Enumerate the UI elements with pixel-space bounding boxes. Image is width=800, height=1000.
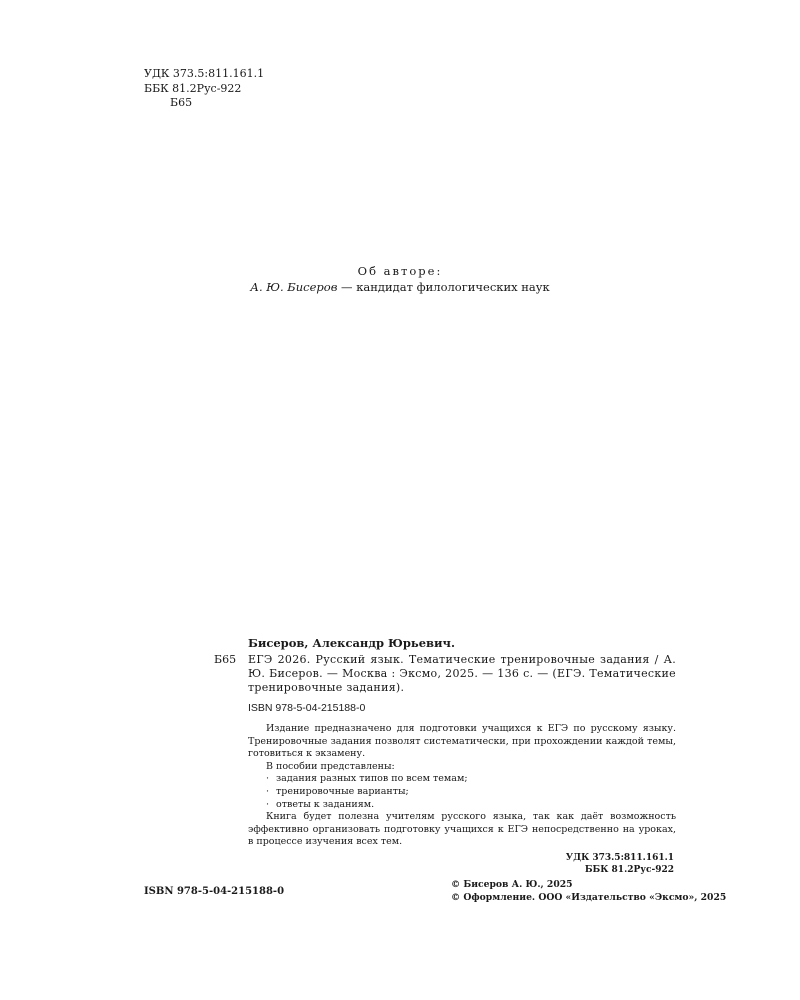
list-item (266, 786, 676, 799)
card-index: Б65 (214, 653, 237, 666)
annotation-list-intro: В пособии представлены: (266, 760, 395, 772)
bottom-isbn: ISBN 978-5-04-215188-0 (144, 886, 285, 897)
bullet-icon: · (266, 785, 270, 797)
about-author-heading: Об авторе: (357, 264, 443, 278)
annotation-list (248, 773, 676, 811)
list-item-text: тренировочные варианты; (276, 785, 409, 797)
list-item-text: ответы к заданиям. (276, 798, 375, 810)
card-bbk: ББК 81.2Рус-922 (584, 864, 674, 875)
copyright-design: © Оформление. ООО «Издательство «Эксмо», 2025 (451, 891, 727, 903)
bullet-icon: · (266, 773, 270, 785)
annotation (214, 723, 676, 849)
annotation-paragraph: Книга будет полезна учителям русского языка, так как даёт возможность эффективно организовать подготовку учащихся к ЕГЭ непосредственно на уроках, в процессе изучения всех тем. (248, 811, 676, 848)
author-mark: Б65 (170, 96, 193, 109)
copyright-block (451, 879, 726, 904)
bibliographic-record (214, 653, 676, 695)
bullet-icon: · (266, 798, 270, 810)
list-item (266, 799, 676, 812)
catalog-card (214, 636, 676, 876)
card-author-heading: Бисеров, Александр Юрьевич. (248, 636, 455, 650)
about-author-description: — кандидат филологических наук (337, 280, 550, 294)
about-author-line (0, 279, 800, 295)
bibliographic-description: ЕГЭ 2026. Русский язык. Тематические тренировочные задания / А. Ю. Бисеров. — Москва : Эксмо, 2025. — 136 с. — (ЕГЭ. Тематические тренировочные задания). (248, 653, 676, 694)
card-udk: УДК 373.5:811.161.1 (565, 852, 674, 863)
annotation-paragraph: Издание предназначено для подготовки учащихся к ЕГЭ по русскому языку. Тренировочные задания позволят систематически, при прохождении каждой темы, готовиться к экзамену. (248, 723, 676, 760)
copyright-author: © Бисеров А. Ю., 2025 (451, 879, 573, 890)
list-item-text: задания разных типов по всем темам; (276, 773, 468, 785)
about-author-name: А. Ю. Бисеров (250, 280, 338, 294)
card-classification (214, 852, 676, 876)
udk-code: УДК 373.5:811.161.1 (144, 67, 265, 80)
bbk-code: ББК 81.2Рус-922 (144, 81, 242, 95)
classification-codes (144, 67, 264, 111)
card-isbn: ISBN 978-5-04-215188-0 (248, 702, 366, 714)
about-author (0, 263, 800, 295)
list-item (266, 773, 676, 786)
